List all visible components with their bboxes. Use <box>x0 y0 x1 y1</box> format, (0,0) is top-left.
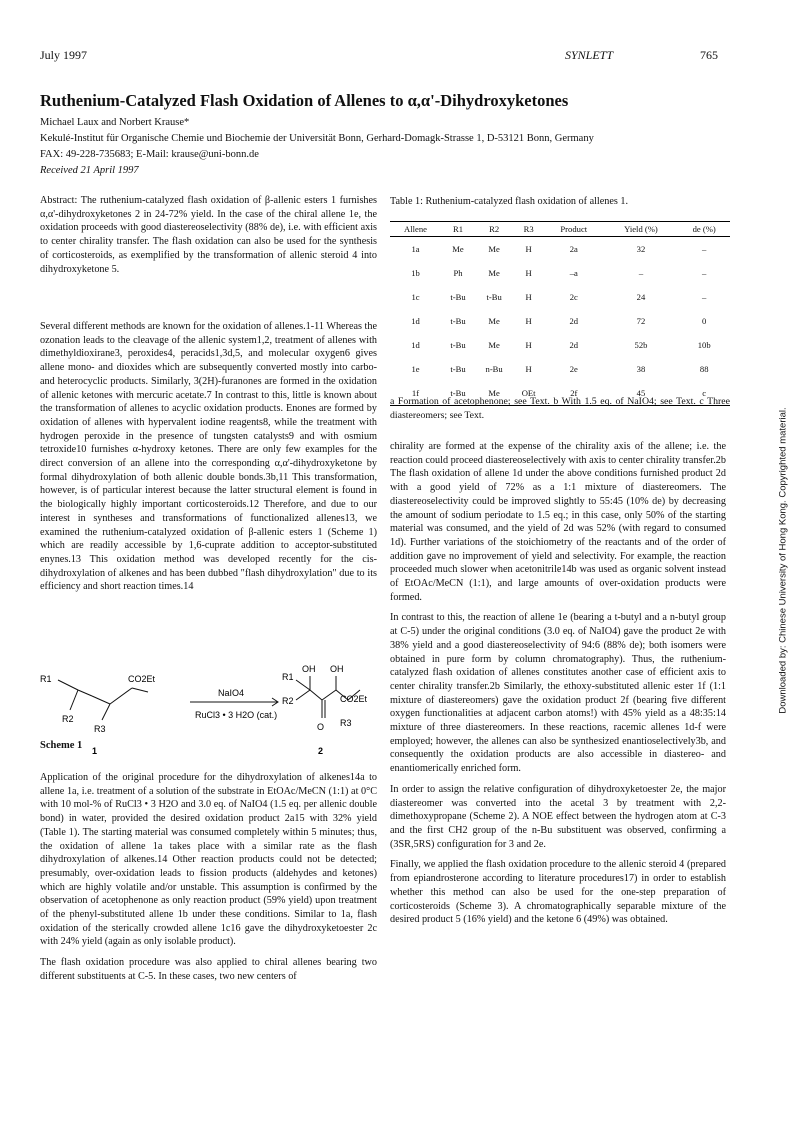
table-cell: t-Bu <box>450 292 466 302</box>
table-header-r2: R2 <box>475 222 513 237</box>
table-header-r1: R1 <box>441 222 475 237</box>
authors: Michael Laux and Norbert Krause* <box>40 117 190 128</box>
left-paragraph-2: Application of the original procedure for the dihydroxylation of alkenes14a to allene 1a, i.e. treatment of a solution of the substrate in EtOAc/MeCN (1:1) at 0°C with 10 mol-% of RuCl3 • 3 H2O and 3.0 eq. of NaIO4 (1.5 eq. per allenic double bond) in water, provided the desired oxidation product 2a15 with 32% yield (Table 1). The starting material was consumed completely within 5 minutes; thus, the oxidation of allene 1a takes place with a similar rate as the flash dihydroxylation of alkenes.14 Other reaction products could not be detected; presumably, over-oxidation leads to fission products (aldehydes and ketones) which are highly volatile and/or unstable. This assumption is confirmed by the observation of acetophenone as only reaction product (59% yield) upon treatment of the phenyl-substituted allene 1b under these conditions. Similar to 1a, flash oxidation of the sterically crowded allene 1c16 gave the dihydroxyketoester 2c with 24% yield (again as only isolable product). <box>40 772 377 948</box>
table-header-allene: Allene <box>390 222 441 237</box>
scheme1-label: Scheme 1 <box>40 740 83 751</box>
left-paragraph-3: The flash oxidation procedure was also applied to chiral allenes bearing two different substituents at C-5. In these cases, two new centers of <box>40 957 377 982</box>
table-header-row <box>390 222 730 237</box>
table-cell: 45 <box>604 381 679 406</box>
scheme1-compound-1: 1 <box>92 746 98 756</box>
table-cell: Me <box>452 244 464 254</box>
table-row <box>390 357 730 381</box>
table-cell: 1d <box>411 316 420 326</box>
table-cell: 2d <box>569 316 579 326</box>
header-journal: SYNLETT <box>565 48 614 62</box>
right-paragraph-2: In contrast to this, the reaction of allene 1e (bearing a t-butyl and a n-butyl group at C-5) under the original conditions (3.0 eq. of NaIO4) gave the product 2e with 38% yield and a good diastereoselectivity of 94:6 (88% de); both isomers were obtained in pure form by column chromatography). Thus, the ruthenium-catalyzed flash oxidation of allenes constitutes another case of efficient axis to center chirality transfer.2b Similarly, the ethoxy-substituted allenic ester 1f (1:1 mixture of diastereomers) gave the oxidation product 2f (bearing five different oxygen functionalities at adjacent carbon atoms!) with 45% yield as a 48:35:14 mixture of three diastereomers. In these reactions, racemic allenes 1d-f were employed; however, the allenes can also be synthesized enantioselectively3b, and consequently the oxidation products are also accessible in diastereo- and enantiomerically enriched form. <box>390 612 726 775</box>
left-body <box>40 771 377 991</box>
table-row <box>390 261 730 285</box>
scheme1-co2et-right: CO2Et <box>340 694 368 704</box>
table-cell: H <box>525 292 532 302</box>
scheme1-oh-2: OH <box>330 664 344 674</box>
table-cell: Me <box>475 381 513 406</box>
table-cell: Ph <box>453 268 463 278</box>
table-cell: 1b <box>411 268 420 278</box>
scheme1-o: O <box>317 722 325 732</box>
table-cell: 2e <box>569 364 578 374</box>
right-body <box>390 440 726 934</box>
paper-title: Ruthenium-Catalyzed Flash Oxidation of Allenes to α,α'-Dihydroxyketones <box>40 91 569 110</box>
header-page: 765 <box>700 48 718 62</box>
abstract-label: Abstract: <box>40 195 78 206</box>
right-paragraph-4: Finally, we applied the flash oxidation procedure to the allenic steroid 4 (prepared from epiandrosterone according to literature procedures17) in order to establish whether this method can also be used for the one-step preparation of corticosteroids (Scheme 3). A chromatographically separable mixture of the desired product 5 (16% yield) and the ketone 6 (49%) was obtained. <box>390 859 726 926</box>
table-row <box>390 285 730 309</box>
table-row <box>390 309 730 333</box>
table-cell: 1d <box>411 340 420 350</box>
scheme1-r3-right: R3 <box>340 718 352 728</box>
abstract-text: The ruthenium-catalyzed flash oxidation of β-allenic esters 1 furnishes α,α'-dihydroxyketones 2 in 24-72% yield. In the case of the chiral allene 1e, the oxidation proceeds with good diastereoselectivity (88% de), i.e. with efficient axis to center chirality transfer. The flash oxidation can also be used for the synthesis of corticosteroids, as exemplified by the transformation of allenic steroid 4 into dihydroxyketone 5. <box>40 195 377 275</box>
table-header-product: Product <box>544 222 603 237</box>
table-cell: 10b <box>697 340 711 350</box>
scheme1-r2-right: R2 <box>282 696 294 706</box>
abstract <box>40 194 377 283</box>
download-sidebar <box>763 395 793 735</box>
scheme1-r2-left: R2 <box>62 714 74 724</box>
table-cell: H <box>525 316 532 326</box>
table-header-de: de (%) <box>678 222 730 237</box>
table-cell: 32 <box>636 244 646 254</box>
table-cell: t-Bu <box>441 381 475 406</box>
table-cell: H <box>525 268 532 278</box>
table-cell: n-Bu <box>485 364 503 374</box>
scheme-1-diagram <box>40 660 370 780</box>
scheme1-co2et-left: CO2Et <box>128 674 156 684</box>
table-row <box>390 237 730 262</box>
table-cell: OEt <box>513 381 544 406</box>
table-cell: 1e <box>411 364 420 374</box>
received-date: Received 21 April 1997 <box>40 165 139 176</box>
scheme1-reagent-top: NaIO4 <box>218 688 245 698</box>
scheme1-r3-left: R3 <box>94 724 106 734</box>
table-cell: – <box>702 244 707 254</box>
affiliation: Kekulé-Institut für Organische Chemie und Biochemie der Universität Bonn, Gerhard-Domagk-Strasse 1, D-53121 Bonn, Germany <box>40 133 594 144</box>
table-cell: 24 <box>636 292 646 302</box>
table-cell: 2d <box>569 340 579 350</box>
table-cell: 88 <box>699 364 709 374</box>
right-paragraph-3: In order to assign the relative configuration of dihydroxyketoester 2e, the major diastereomer was converted into the acetal 3 by treatment with 2,2-dimethoxypropane (Scheme 2). A NOE effect between the hydrogen atom at C-3 and the first CH2 group of the n-Bu substituent was observed, confirming a (3SR,5RS) configuration for 3 and 2e. <box>390 783 726 850</box>
table-cell: t-Bu <box>450 316 466 326</box>
scheme1-r1-right: R1 <box>282 672 294 682</box>
table-cell: –a <box>569 268 578 278</box>
scheme1-reagent-bottom: RuCl3 • 3 H2O (cat.) <box>195 710 278 720</box>
table-cell: 38 <box>636 364 646 374</box>
table-cell: – <box>702 292 707 302</box>
table-1 <box>390 221 730 406</box>
table-cell: 1f <box>390 381 441 406</box>
table-cell: – <box>638 268 644 278</box>
right-paragraph-1: chirality are formed at the expense of the chirality axis of the allene; i.e. the reaction could proceed diastereoselectively with axis to center chirality transfer.2b The flash oxidation of allene 1d under the above conditions furnished product 2d with a good yield of 72% as a 1:1 mixture of diastereomers. The diastereoselectivity could be improved slightly to 55:45 (10% de) by decreasing the amount of sodium periodate to 1.5 eq.; in this case, only 50% of the starting material was consumed, and the yield of 2d was 52% (with regard to consumed 1d). Further variations of the stoichiometry of the reactants and of the order of addition gave no improvement of yield and selectivity. For example, the reaction proceeded much slower when acetonitrile14b was used as organic solvent instead of EtOAc/MeCN (1:1), and large amounts of over-oxidation products were formed. <box>390 441 726 603</box>
table-cell: H <box>525 364 532 374</box>
table-cell: t-Bu <box>486 292 502 302</box>
scheme1-r1-left: R1 <box>40 674 52 684</box>
table-cell: 2f <box>544 381 603 406</box>
table-cell: Me <box>488 244 500 254</box>
table-cell: 72 <box>636 316 646 326</box>
table-cell: c <box>678 381 730 406</box>
table-cell: 2a <box>569 244 578 254</box>
table-cell: 1c <box>411 292 420 302</box>
table-cell: 0 <box>702 316 707 326</box>
table-header-r3: R3 <box>513 222 544 237</box>
scheme1-compound-2: 2 <box>318 746 324 756</box>
table-cell: 52b <box>634 340 648 350</box>
table-cell: Me <box>488 316 500 326</box>
table-cell: H <box>525 244 532 254</box>
table-cell: 2c <box>569 292 578 302</box>
table-cell: t-Bu <box>450 340 466 350</box>
download-notice: Downloaded by: Chinese University of Hong Kong. Copyrighted material. <box>777 407 789 714</box>
table-cell: Me <box>488 268 500 278</box>
table-row <box>390 333 730 357</box>
intro-paragraph <box>40 320 377 601</box>
table-footnotes: a Formation of acetophenone; see Text. b With 1.5 eq. of NaIO4; see Text. c Three diastereomers; see Text. <box>390 396 730 421</box>
table-caption: Table 1: Ruthenium-catalyzed flash oxidation of allenes 1. <box>390 196 629 207</box>
table-header-yield: Yield (%) <box>604 222 679 237</box>
scheme1-oh-1: OH <box>302 664 316 674</box>
table-cell: H <box>525 340 532 350</box>
table-cell: 1a <box>411 244 420 254</box>
left-paragraph-1: Several different methods are known for the oxidation of allenes.1-11 Whereas the ozonation leads to the cleavage of the allenic system1,2, treatment of allenes with dimethyldioxirane3, peroxides4, peracids1,3d,5, and molecular oxygen6 gives allene mono- and dioxides which are subsequently converted mostly into carbo- and heterocyclic products. Similarly, 3(2H)-furanones are formed in the oxidation of allenic ketones with mercuric acetate.7 In contrast to this, little is known about the transformation of allenes to acyclic oxidation products. Enones are formed by oxidation of allenes with hypervalent iodine reagents8, while the treatment with hydrogen peroxide in the presence of tungsten catalysts9 and with osmium tetroxide10 furnishes α-hydroxy ketones. There are only few examples for the direct conversion of an allene into the corresponding α,α'-dihydroxyketone by formal dihydroxylation of both allenic double bonds.3b,11 This transformation, however, is of particular interest because the latter structural element is found in the biologically highly important corticosteroids.12 Therefore, and due to our interest in syntheses and transformations of functionalized allenes13, we examined the ruthenium-catalyzed oxidation of β-allenic esters 1 (Scheme 1) which are readily accessible by 1,6-cuprate addition to acceptor-substituted enynes.13 This oxidation method was developed recently for the cis-dihydroxylation of alkenes and has been dubbed "flash dihydroxylation" due to its efficiency and short reaction times.14 <box>40 321 377 593</box>
header-date: July 1997 <box>40 48 88 62</box>
contact: FAX: 49-228-735683; E-Mail: krause@uni-bonn.de <box>40 149 259 160</box>
table-cell: t-Bu <box>450 364 466 374</box>
table-cell: Me <box>488 340 500 350</box>
table-cell: – <box>702 268 707 278</box>
